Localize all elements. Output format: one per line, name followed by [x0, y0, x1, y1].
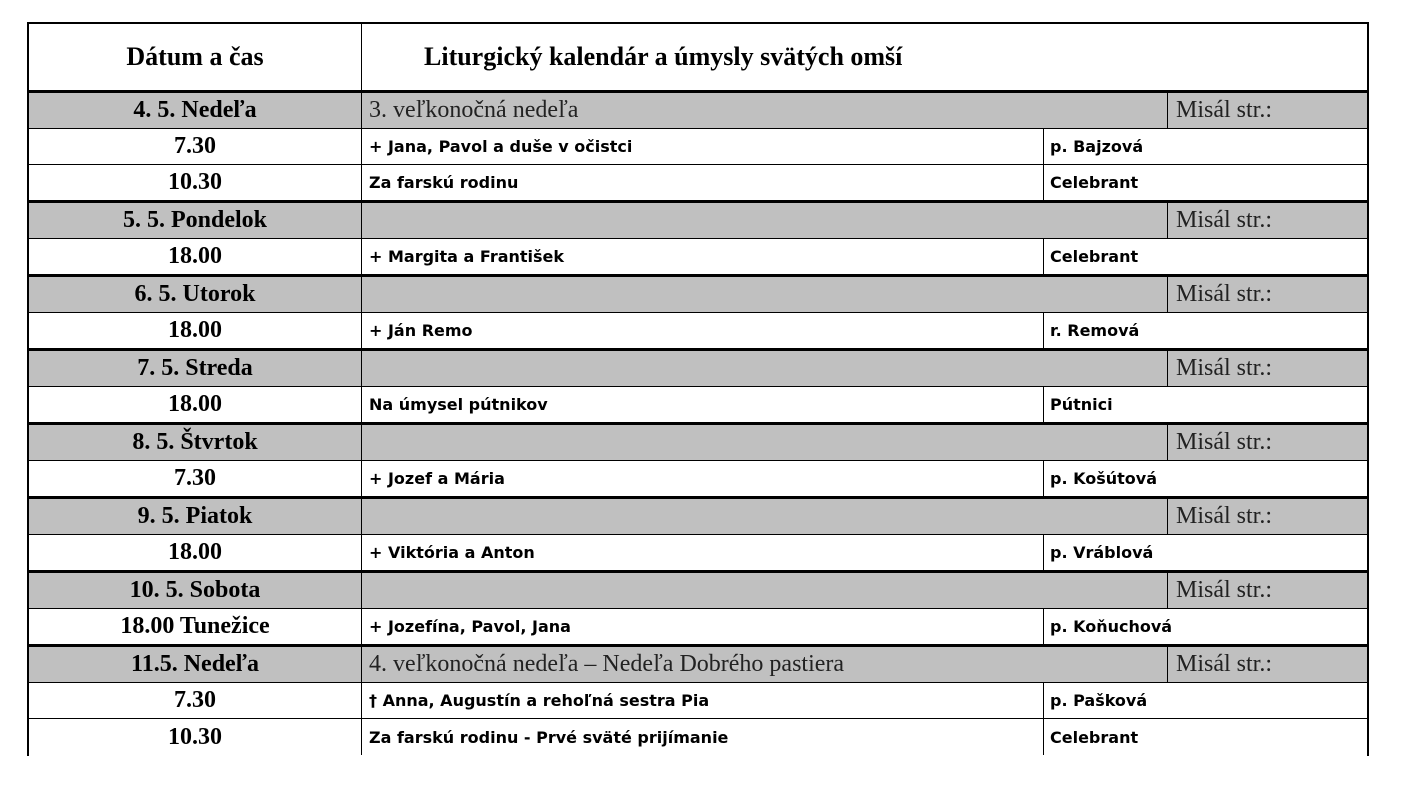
date-column-label: Dátum a čas: [126, 42, 264, 71]
misal-label: Misál str.:: [1176, 355, 1273, 381]
day-date-cell: [29, 425, 362, 460]
donor-cell: [1044, 165, 1367, 200]
mass-row: [29, 165, 1367, 201]
mass-row: [29, 683, 1367, 719]
misal-label: Misál str.:: [1176, 429, 1273, 455]
mass-intention: + Viktória a Anton: [369, 543, 535, 562]
mass-row: [29, 313, 1367, 349]
intention-cell: [362, 387, 1044, 422]
misal-label: Misál str.:: [1176, 97, 1273, 123]
mass-row: [29, 129, 1367, 165]
donor-cell: [1044, 535, 1367, 570]
calendar-column-header: [362, 24, 1367, 90]
mass-donor: Pútnici: [1050, 395, 1113, 414]
liturgy-cell: [362, 573, 1168, 608]
day-date-cell: [29, 573, 362, 608]
liturgy-text: 4. veľkonočná nedeľa – Nedeľa Dobrého pastiera: [369, 651, 845, 677]
liturgy-text: 3. veľkonočná nedeľa: [369, 97, 579, 123]
intention-cell: [362, 535, 1044, 570]
day-date: 5. 5. Pondelok: [122, 207, 268, 233]
day-row: [29, 497, 1367, 535]
day-date-cell: [29, 351, 362, 386]
misal-cell: [1168, 203, 1367, 238]
mass-donor: p. Košútová: [1050, 469, 1157, 488]
mass-time-cell: [29, 313, 362, 348]
mass-time-cell: [29, 387, 362, 422]
day-date: 7. 5. Streda: [137, 355, 253, 381]
mass-intention: Na úmysel pútnikov: [369, 395, 548, 414]
liturgy-cell: [362, 93, 1168, 128]
misal-label: Misál str.:: [1176, 281, 1273, 307]
mass-time-cell: [29, 609, 362, 644]
mass-donor: Celebrant: [1050, 173, 1139, 192]
day-date: 8. 5. Štvrtok: [132, 429, 258, 455]
intention-cell: [362, 129, 1044, 164]
misal-cell: [1168, 647, 1367, 682]
mass-time: 18.00: [168, 391, 222, 417]
mass-row: [29, 719, 1367, 755]
donor-cell: [1044, 461, 1367, 496]
mass-donor: p. Koňuchová: [1050, 617, 1173, 636]
donor-cell: [1044, 683, 1367, 718]
day-date: 4. 5. Nedeľa: [133, 97, 257, 123]
day-date: 10. 5. Sobota: [129, 577, 261, 603]
liturgy-cell: [362, 425, 1168, 460]
mass-intention: + Jozefína, Pavol, Jana: [369, 617, 571, 636]
mass-time-cell: [29, 683, 362, 718]
liturgy-cell: [362, 277, 1168, 312]
misal-cell: [1168, 573, 1367, 608]
misal-cell: [1168, 277, 1367, 312]
donor-cell: [1044, 239, 1367, 274]
day-date-cell: [29, 277, 362, 312]
mass-time-cell: [29, 719, 362, 755]
mass-intention: + Jana, Pavol a duše v očistci: [369, 137, 633, 156]
mass-time-cell: [29, 129, 362, 164]
intention-cell: [362, 313, 1044, 348]
donor-cell: [1044, 387, 1367, 422]
liturgy-cell: [362, 351, 1168, 386]
day-date-cell: [29, 203, 362, 238]
misal-label: Misál str.:: [1176, 651, 1273, 677]
day-row: [29, 571, 1367, 609]
mass-row: [29, 387, 1367, 423]
mass-donor: Celebrant: [1050, 247, 1139, 266]
mass-time: 7.30: [174, 465, 216, 491]
mass-intention: Za farskú rodinu - Prvé sväté prijímanie: [369, 727, 729, 747]
donor-cell: [1044, 313, 1367, 348]
mass-row: [29, 609, 1367, 645]
mass-time-cell: [29, 239, 362, 274]
mass-time: 18.00: [168, 539, 222, 565]
mass-time: 10.30: [168, 723, 222, 750]
mass-time: 10.30: [168, 169, 222, 195]
intention-cell: [362, 461, 1044, 496]
misal-cell: [1168, 499, 1367, 534]
mass-intention: + Margita a František: [369, 247, 565, 266]
mass-donor: p. Pašková: [1050, 691, 1148, 710]
mass-time-cell: [29, 535, 362, 570]
mass-time: 7.30: [174, 133, 216, 159]
misal-label: Misál str.:: [1176, 207, 1273, 233]
mass-time-cell: [29, 461, 362, 496]
misal-cell: [1168, 351, 1367, 386]
liturgy-cell: [362, 499, 1168, 534]
intention-cell: [362, 609, 1044, 644]
intention-cell: [362, 683, 1044, 718]
donor-cell: [1044, 609, 1367, 644]
day-date-cell: [29, 647, 362, 682]
mass-time: 18.00: [168, 317, 222, 343]
mass-row: [29, 535, 1367, 571]
mass-donor: p. Bajzová: [1050, 137, 1144, 156]
mass-row: [29, 239, 1367, 275]
day-date: 9. 5. Piatok: [137, 503, 253, 529]
day-row: [29, 201, 1367, 239]
table-header: [29, 24, 1367, 91]
mass-intention: Za farskú rodinu: [369, 173, 519, 192]
liturgy-cell: [362, 203, 1168, 238]
misal-cell: [1168, 93, 1367, 128]
mass-donor: p. Vráblová: [1050, 543, 1154, 562]
liturgy-cell: [362, 647, 1168, 682]
day-row: [29, 423, 1367, 461]
mass-time: 18.00 Tunežice: [120, 613, 270, 639]
day-row: [29, 91, 1367, 129]
table-title: Liturgický kalendár a úmysly svätých omší: [424, 42, 903, 71]
misal-cell: [1168, 425, 1367, 460]
intention-cell: [362, 165, 1044, 200]
day-date: 6. 5. Utorok: [134, 281, 256, 307]
intention-cell: [362, 239, 1044, 274]
donor-cell: [1044, 719, 1367, 755]
day-row: [29, 275, 1367, 313]
donor-cell: [1044, 129, 1367, 164]
date-column-header: [29, 24, 362, 90]
mass-time-cell: [29, 165, 362, 200]
mass-intention: † Anna, Augustín a rehoľná sestra Pia: [369, 691, 710, 710]
mass-row: [29, 461, 1367, 497]
misal-label: Misál str.:: [1176, 503, 1273, 529]
mass-donor: Celebrant: [1050, 727, 1139, 747]
mass-intention: + Ján Remo: [369, 321, 473, 340]
mass-schedule-table: [27, 22, 1369, 756]
day-date-cell: [29, 93, 362, 128]
misal-label: Misál str.:: [1176, 577, 1273, 603]
mass-time: 7.30: [174, 687, 216, 713]
day-date-cell: [29, 499, 362, 534]
intention-cell: [362, 719, 1044, 755]
mass-donor: r. Remová: [1050, 321, 1140, 340]
mass-intention: + Jozef a Mária: [369, 469, 505, 488]
day-row: [29, 645, 1367, 683]
day-row: [29, 349, 1367, 387]
mass-time: 18.00: [168, 243, 222, 269]
day-date: 11.5. Nedeľa: [131, 651, 259, 677]
